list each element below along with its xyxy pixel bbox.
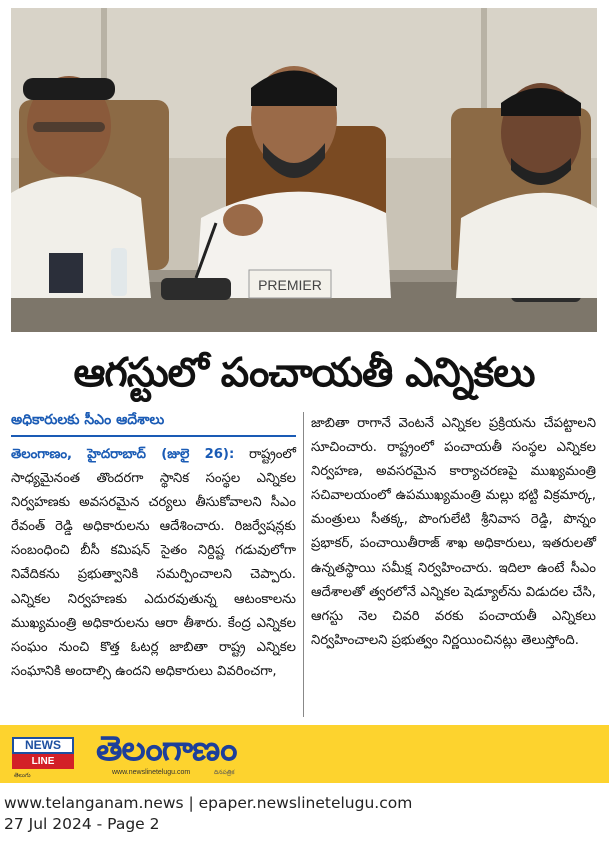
newsline-logo-bottom: LINE xyxy=(12,754,74,769)
newsline-logo-top: NEWS xyxy=(12,737,74,754)
right-column-text: జాబితా రాగానే వెంటనే ఎన్నికల ప్రక్రియను చేపట్టాలని సూచించారు. రాష్ట్రంలో పంచాయతీ సంస్థల ఎన్నికల నిర్వహణ, అవసరమైన కార్యాచరణపై ముఖ్యమంత్రి సచివాలయంలో ఉపముఖ్యమంత్రి మల్లు భట్టి విక్రమార్క, మంత్రులు సీతక్క, పొంగులేటి శ్రీనివాస రెడ్డి, పొన్నం ప్రభాకర్, పంచాయితీరాజ్ శాఖ అధికారులు, ఇతరులతో ఉన్నతస్థాయి సమీక్ష నిర్వహించారు. ఇదిలా ఉంటే సీఎం ఆదేశాలతో త్వరలోనే ఎన్నికల షెడ్యూల్‌ను విడుదల చేసి, ఆగస్టు నెల చివరి వరకు పంచాయతీ ఎన్నికలు నిర్వహించాలని ప్రభుత్వం నిర్ణయించినట్లు తెలుస్తోంది. xyxy=(311,416,596,648)
nameplate-text: PREMIER xyxy=(258,277,322,293)
newsline-sub: తెలుగు xyxy=(14,772,31,779)
article-body xyxy=(11,412,597,724)
left-column-text xyxy=(11,443,296,684)
masthead-band xyxy=(0,725,609,783)
news-clipping xyxy=(11,8,597,725)
meeting-photo xyxy=(11,8,597,332)
subheadline: అధికారులకు సీఎం ఆదేశాలు xyxy=(11,412,296,437)
meeting-photo-illustration xyxy=(11,8,597,332)
footer-date-page: 27 Jul 2024 - Page 2 xyxy=(4,815,160,833)
footer-links[interactable]: www.telanganam.news | epaper.newslinetelugu.com xyxy=(4,794,413,812)
newsline-logo xyxy=(12,737,74,771)
right-column xyxy=(311,412,596,653)
paper-name: తెలంగాణం xyxy=(96,729,237,769)
paper-url: www.newslinetelugu.com xyxy=(112,769,191,776)
left-column xyxy=(11,412,296,684)
paper-tagline: దినపత్రిక xyxy=(214,769,235,776)
headline: ఆగస్టులో పంచాయతీ ఎన్నికలు xyxy=(73,350,535,396)
left-column-body: రాష్ట్రంలో సాధ్యమైనంత తొందరగా స్థానిక సంస్థల ఎన్నికల నిర్వహణకు అవసరమైన చర్యలు తీసుకోవాలని సీఎం రేవంత్ రెడ్డి అధికారులను ఆదేశించారు. రిజర్వేషన్లకు సంబంధించి బీసీ కమిషన్ సైతం నిర్దిష్ట గడువులోగా నివేదికను ప్రభుత్వానికి సమర్పించాలని చెప్పారు. ఎన్నికల నిర్వహణకు ఎదురవుతున్న ఆటంకాలను ముఖ్యమంత్రి అధికారులను ఆరా తీశారు. కేంద్ర ఎన్నికల సంఘం నుంచి కొత్త ఓటర్ల జాబితా రాష్ట్ర ఎన్నికల సంఘానికి అందాల్సి ఉందని అధికారులు వివరించగా, xyxy=(11,447,297,679)
column-divider xyxy=(303,412,304,717)
dateline: తెలంగాణం, హైదరాబాద్ (జులై 26): xyxy=(11,447,235,462)
